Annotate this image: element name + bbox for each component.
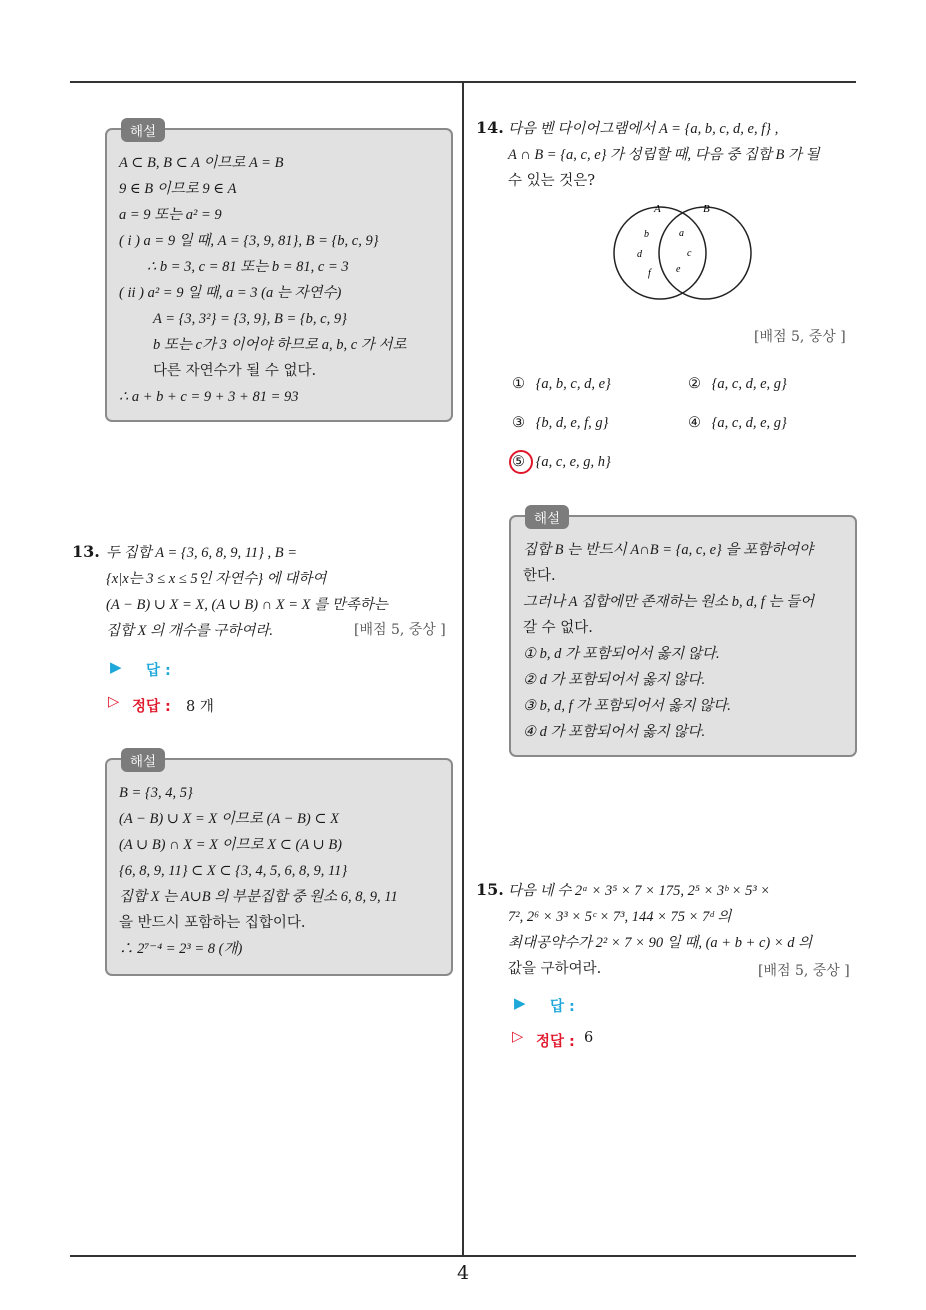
venn-element: d bbox=[637, 249, 642, 260]
explanation-line: 을 반드시 포함하는 집합이다. bbox=[119, 915, 306, 931]
explanation-line: 한다. bbox=[523, 568, 556, 584]
question-14-text bbox=[508, 116, 858, 194]
column-divider bbox=[462, 82, 464, 1256]
page-number: 4 bbox=[456, 1262, 470, 1284]
explanation-tag: 해설 bbox=[525, 505, 569, 529]
option-text: {b, d, e, f, g} bbox=[535, 415, 609, 431]
explanation-line: {6, 8, 9, 11} ⊂ X ⊂ {3, 4, 5, 6, 8, 9, 11} bbox=[119, 863, 348, 879]
explanation-line: 9 ∈ B 이므로 9 ∈ A bbox=[119, 181, 237, 197]
question-line: 집합 X 의 개수를 구하여라. bbox=[106, 623, 274, 639]
question-number-15: 15. bbox=[476, 880, 504, 899]
option-marker: ③ bbox=[512, 415, 525, 431]
solution-label: 정답 : bbox=[132, 699, 171, 715]
option-marker: ⑤ bbox=[512, 454, 525, 470]
set-a-circle bbox=[614, 207, 706, 299]
explanation-line: 집합 B 는 반드시 A∩B = {a, c, e} 을 포함하여야 bbox=[523, 542, 814, 558]
explanation-tag: 해설 bbox=[121, 118, 165, 142]
explanation-line: (A − B) ∪ X = X 이므로 (A − B) ⊂ X bbox=[119, 811, 339, 827]
venn-element: b bbox=[644, 229, 649, 240]
explanation-line: ∴ a + b + c = 9 + 3 + 81 = 93 bbox=[119, 389, 299, 405]
question-line: 최대공약수가 2² × 7 × 90 일 때, (a + b + c) × d 의 bbox=[508, 935, 813, 951]
explanation-line: (A ∪ B) ∩ X = X 이므로 X ⊂ (A ∪ B) bbox=[119, 837, 343, 853]
explanation-line: b 또는 c가 3 이어야 하므로 a, b, c 가 서로 bbox=[153, 337, 407, 353]
option-text: {a, c, d, e, g} bbox=[711, 415, 787, 431]
explanation-line: 집합 X 는 A∪B 의 부분집합 중 원소 6, 8, 9, 11 bbox=[119, 889, 398, 905]
explanation-line: ( i ) a = 9 일 때, A = {3, 9, 81}, B = {b, c, 9} bbox=[119, 233, 379, 249]
option-5[interactable] bbox=[512, 454, 611, 471]
solution-label: 정답 : bbox=[536, 1034, 575, 1050]
question-line: {x|x는 3 ≤ x ≤ 5인 자연수} 에 대하여 bbox=[106, 571, 327, 587]
explanation-line: 그러나 A 집합에만 존재하는 원소 b, d, f 는 들어 bbox=[523, 594, 815, 610]
score-label: [배점 5, 중상 ] bbox=[758, 963, 850, 979]
question-line: 다음 벤 다이어그램에서 A = {a, b, c, d, e, f} , bbox=[508, 121, 779, 137]
explanation-line: A = {3, 3²} = {3, 9}, B = {b, c, 9} bbox=[153, 311, 347, 327]
option-text: {a, c, d, e, g} bbox=[711, 376, 787, 392]
option-marker: ① bbox=[512, 376, 525, 392]
explanation-line: ∴ 2⁷⁻⁴ = 2³ = 8 (개) bbox=[119, 941, 243, 957]
option-1[interactable] bbox=[512, 376, 611, 393]
explanation-box-14 bbox=[509, 511, 857, 757]
explanation-line: B = {3, 4, 5} bbox=[119, 785, 193, 801]
solution-value: 6 bbox=[584, 1030, 594, 1046]
question-line: (A − B) ∪ X = X, (A ∪ B) ∩ X = X 를 만족하는 bbox=[106, 597, 388, 613]
solution-arrow-icon: ▷ bbox=[512, 1029, 524, 1045]
set-b-circle bbox=[659, 207, 751, 299]
explanation-box-12 bbox=[105, 124, 453, 422]
question-line: 두 집합 A = {3, 6, 8, 9, 11} , B = bbox=[106, 545, 298, 561]
option-marker: ④ bbox=[688, 415, 701, 431]
set-b-label: B bbox=[703, 203, 710, 215]
question-number-14: 14. bbox=[476, 118, 504, 137]
solution-arrow-icon: ▷ bbox=[108, 694, 120, 710]
solution-value: 8 개 bbox=[186, 699, 214, 715]
venn-diagram bbox=[605, 198, 765, 306]
explanation-line: ∴ b = 3, c = 81 또는 b = 81, c = 3 bbox=[147, 259, 349, 275]
venn-element: a bbox=[679, 228, 684, 239]
answer-label: 답 : bbox=[550, 999, 575, 1015]
explanation-line: ② d 가 포함되어서 옳지 않다. bbox=[523, 672, 706, 688]
explanation-line: ③ b, d, f 가 포함되어서 옳지 않다. bbox=[523, 698, 731, 714]
explanation-tag: 해설 bbox=[121, 748, 165, 772]
score-label: [배점 5, 중상 ] bbox=[354, 622, 446, 638]
explanation-line: ① b, d 가 포함되어서 옳지 않다. bbox=[523, 646, 720, 662]
option-text: {a, b, c, d, e} bbox=[535, 376, 611, 392]
option-2[interactable] bbox=[688, 376, 787, 393]
question-line: 7², 2⁶ × 3³ × 5ᶜ × 7³, 144 × 75 × 7ᵈ 의 bbox=[508, 909, 732, 925]
answer-arrow-icon: ▶ bbox=[514, 994, 526, 1012]
explanation-line: 다른 자연수가 될 수 없다. bbox=[153, 363, 317, 379]
option-text: {a, c, e, g, h} bbox=[535, 454, 611, 470]
venn-element: c bbox=[687, 248, 692, 259]
set-a-label: A bbox=[654, 203, 661, 215]
question-line: 값을 구하여라. bbox=[508, 961, 602, 977]
venn-element: e bbox=[676, 264, 681, 275]
answer-label: 답 : bbox=[146, 663, 171, 679]
option-marker: ② bbox=[688, 376, 701, 392]
question-line: 다음 네 수 2ᵃ × 3⁵ × 7 × 175, 2⁵ × 3ᵇ × 5³ × bbox=[508, 883, 771, 899]
option-3[interactable] bbox=[512, 415, 608, 432]
explanation-line: a = 9 또는 a² = 9 bbox=[119, 207, 222, 223]
question-line: 수 있는 것은? bbox=[508, 173, 596, 189]
explanation-line: ④ d 가 포함되어서 옳지 않다. bbox=[523, 724, 706, 740]
answer-arrow-icon: ▶ bbox=[110, 658, 122, 676]
question-line: A ∩ B = {a, c, e} 가 성립할 때, 다음 중 집합 B 가 될 bbox=[508, 147, 820, 163]
option-4[interactable] bbox=[688, 415, 787, 432]
score-label: [배점 5, 중상 ] bbox=[754, 329, 846, 345]
venn-element: f bbox=[648, 268, 651, 279]
question-number-13: 13. bbox=[72, 542, 100, 561]
explanation-line: ( ii ) a² = 9 일 때, a = 3 (a 는 자연수) bbox=[119, 285, 342, 301]
explanation-box-13 bbox=[105, 754, 453, 976]
bottom-rule bbox=[70, 1255, 856, 1257]
explanation-line: 갈 수 없다. bbox=[523, 620, 593, 636]
explanation-line: A ⊂ B, B ⊂ A 이므로 A = B bbox=[119, 155, 284, 171]
